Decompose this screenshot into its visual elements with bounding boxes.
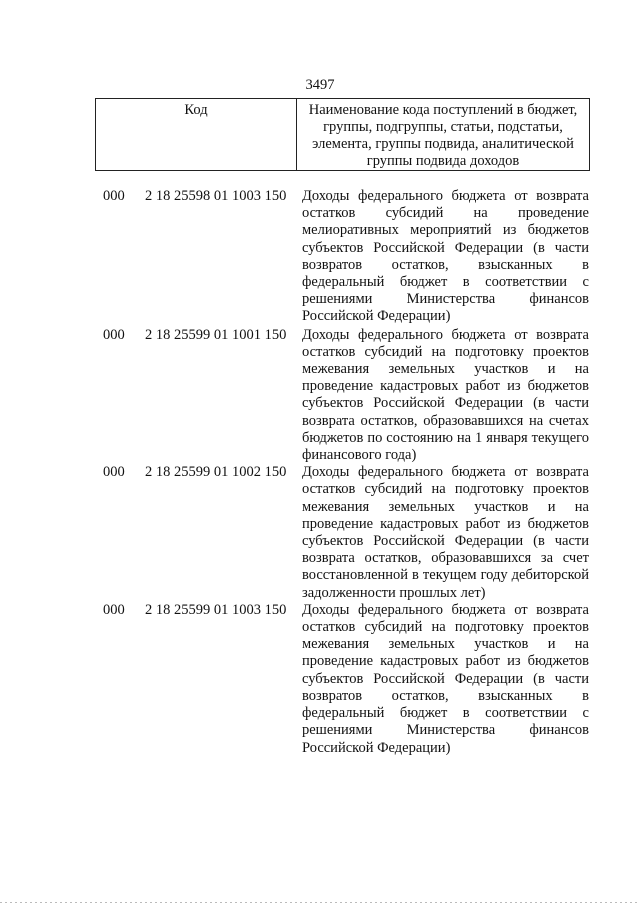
table-row [0,602,640,757]
table-header [95,98,590,171]
scan-edge-divider [0,902,640,903]
admin-code: 000 [103,464,125,481]
admin-code: 000 [103,188,125,204]
table-row [0,464,640,602]
admin-code: 000 [103,326,125,343]
income-description: Доходы федерального бюджета от возврата остатков субсидий на подготовку проектов межевания земельных участков и на проведение кадастровых работ из бюджетов субъектов Российской Федерации (в части возврата остатков, образовавшихся на счетах бюджетов по состоянию на 1 января текущего финансового года) [302,326,589,464]
income-description: Доходы федерального бюджета от возврата остатков субсидий на подготовку проектов межевания земельных участков и на проведение кадастровых работ из бюджетов субъектов Российской Федерации (в части возвратов остатков, взысканных в федеральный бюджет в соответствии с решениями Министерства финансов Российской Федерации) [302,601,589,756]
table-body [0,188,640,757]
income-code: 2 18 25599 01 1001 150 [145,326,287,343]
admin-code: 000 [103,601,125,618]
income-code: 2 18 25599 01 1003 150 [145,601,287,618]
income-code: 2 18 25599 01 1002 150 [145,464,287,481]
header-name-cell: Наименование кода поступлений в бюджет, группы, подгруппы, статьи, подстатьи, элемента, группы подвида, аналитической группы подвида доходов [308,102,578,169]
page-number: 3497 [305,77,335,93]
income-description: Доходы федерального бюджета от возврата остатков субсидий на проведение мелиоративных мероприятий из бюджетов субъектов Российской Федерации (в части возвратов остатков, взысканных в федеральный бюджет в соответствии с решениями Министерства финансов Российской Федерации) [302,188,589,325]
table-row [0,327,640,465]
header-code-cell: Код [96,99,297,170]
table-row [0,188,640,326]
income-description: Доходы федерального бюджета от возврата остатков субсидий на подготовку проектов межевания земельных участков и на проведение кадастровых работ из бюджетов субъектов Российской Федерации (в части возврата остатков, образовавшихся за счет восстановленной в текущем году дебиторской задолженности прошлых лет) [302,464,589,601]
income-code: 2 18 25598 01 1003 150 [145,188,287,204]
